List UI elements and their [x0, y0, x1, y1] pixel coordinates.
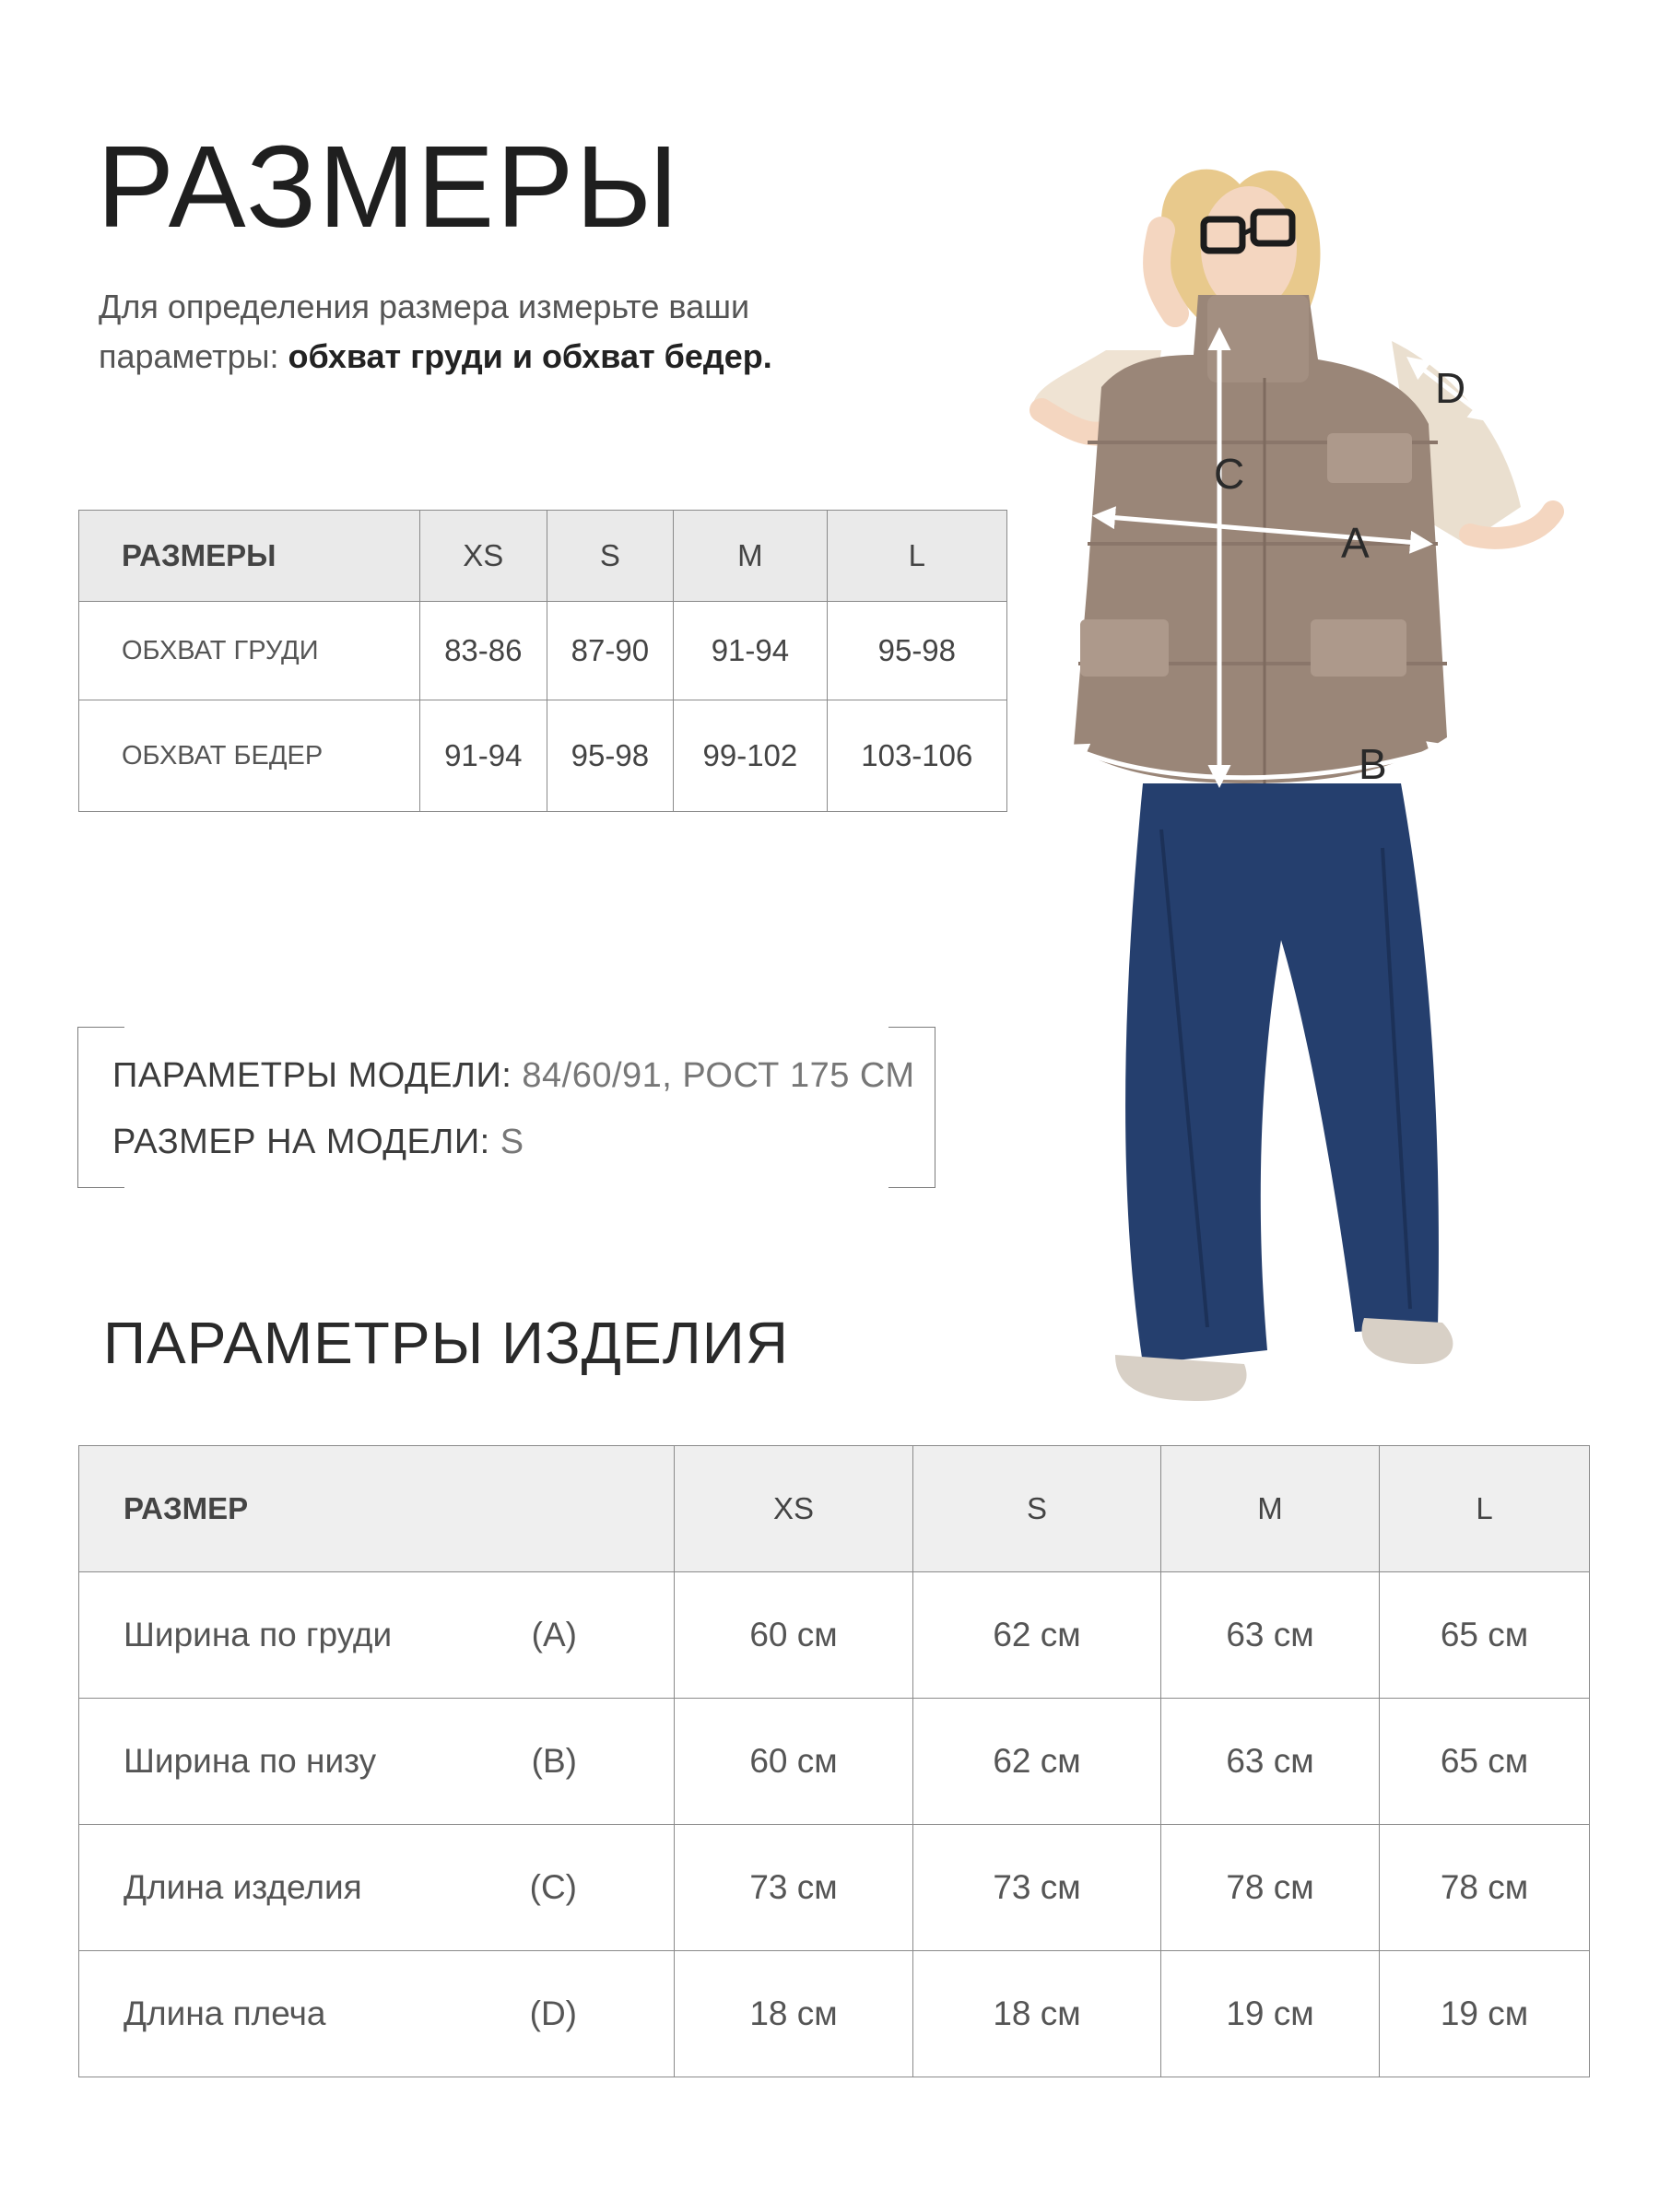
table-cell: 63 см: [1161, 1699, 1380, 1825]
size-table-header-row: [79, 511, 1007, 602]
table-cell: 91-94: [420, 700, 547, 812]
table-cell: 78 см: [1161, 1825, 1380, 1951]
marker-a-label: A: [1341, 519, 1370, 567]
table-cell: 60 см: [675, 1699, 913, 1825]
row-label: [79, 1825, 675, 1951]
table-cell: 19 см: [1380, 1951, 1590, 2077]
row-label: [79, 1951, 675, 2077]
table-cell: 62 см: [913, 1572, 1161, 1699]
table-cell: 65 см: [1380, 1699, 1590, 1825]
model-box-right-bracket: [888, 1027, 935, 1188]
table-cell: 95-98: [547, 700, 674, 812]
table-row: [79, 1951, 1590, 2077]
model-size-value: S: [500, 1123, 524, 1161]
size-header-cell: S: [547, 511, 674, 602]
model-size-line: [112, 1123, 524, 1162]
size-header-cell: L: [827, 511, 1006, 602]
param-name: Ширина по низу: [124, 1742, 377, 1780]
param-name: Ширина по груди: [124, 1616, 393, 1653]
table-cell: 18 см: [913, 1951, 1161, 2077]
table-cell: 87-90: [547, 602, 674, 700]
param-code: (B): [531, 1742, 577, 1780]
size-header-cell: M: [1161, 1446, 1380, 1572]
params-table-header-row: [79, 1446, 1590, 1572]
param-code: (D): [529, 1994, 577, 2032]
table-cell: 73 см: [675, 1825, 913, 1951]
marker-c-label: C: [1214, 450, 1245, 498]
table-cell: 78 см: [1380, 1825, 1590, 1951]
row-label: [79, 1572, 675, 1699]
param-code: (A): [531, 1616, 577, 1653]
table-cell: 83-86: [420, 602, 547, 700]
table-cell: 99-102: [674, 700, 827, 812]
table-cell: 73 см: [913, 1825, 1161, 1951]
params-table-header-label: РАЗМЕР: [79, 1446, 675, 1572]
row-label: ОБХВАТ ГРУДИ: [79, 602, 420, 700]
size-table-header-label: РАЗМЕРЫ: [79, 511, 420, 602]
size-header-cell: XS: [420, 511, 547, 602]
model-jeans: [1125, 783, 1439, 1364]
row-label: ОБХВАТ БЕДЕР: [79, 700, 420, 812]
row-label: [79, 1699, 675, 1825]
size-header-cell: L: [1380, 1446, 1590, 1572]
table-cell: 18 см: [675, 1951, 913, 2077]
table-row: [79, 1572, 1590, 1699]
model-size-key: РАЗМЕР НА МОДЕЛИ:: [112, 1123, 490, 1161]
size-header-cell: S: [913, 1446, 1161, 1572]
model-photo: [1023, 147, 1622, 1429]
intro-plain: Для определения размера измерьте ваши параметры:: [99, 288, 750, 375]
size-table: [78, 510, 1007, 812]
table-row: [79, 1699, 1590, 1825]
param-code: (C): [529, 1868, 577, 1906]
param-name: Длина плеча: [124, 1994, 326, 2032]
product-params-table: [78, 1445, 1590, 2077]
table-cell: 62 см: [913, 1699, 1161, 1825]
size-header-cell: M: [674, 511, 827, 602]
table-cell: 19 см: [1161, 1951, 1380, 2077]
product-params-title: ПАРАМЕТРЫ ИЗДЕЛИЯ: [103, 1310, 789, 1376]
size-header-cell: XS: [675, 1446, 913, 1572]
table-cell: 103-106: [827, 700, 1006, 812]
intro-text: [99, 282, 928, 382]
model-box-left-bracket: [77, 1027, 124, 1188]
table-row: [79, 1825, 1590, 1951]
table-cell: 95-98: [827, 602, 1006, 700]
marker-b-label: B: [1359, 740, 1387, 788]
table-cell: 63 см: [1161, 1572, 1380, 1699]
model-params-line: [112, 1056, 915, 1096]
table-cell: 60 см: [675, 1572, 913, 1699]
intro-bold: обхват груди и обхват бедер.: [288, 337, 772, 375]
table-cell: 65 см: [1380, 1572, 1590, 1699]
table-cell: 91-94: [674, 602, 827, 700]
model-params-value: 84/60/91, РОСТ 175 СМ: [522, 1056, 915, 1095]
model-params-key: ПАРАМЕТРЫ МОДЕЛИ:: [112, 1056, 512, 1095]
table-row: [79, 602, 1007, 700]
table-row: [79, 700, 1007, 812]
page-title: РАЗМЕРЫ: [97, 122, 680, 252]
param-name: Длина изделия: [124, 1868, 362, 1906]
marker-d-label: D: [1435, 364, 1466, 412]
